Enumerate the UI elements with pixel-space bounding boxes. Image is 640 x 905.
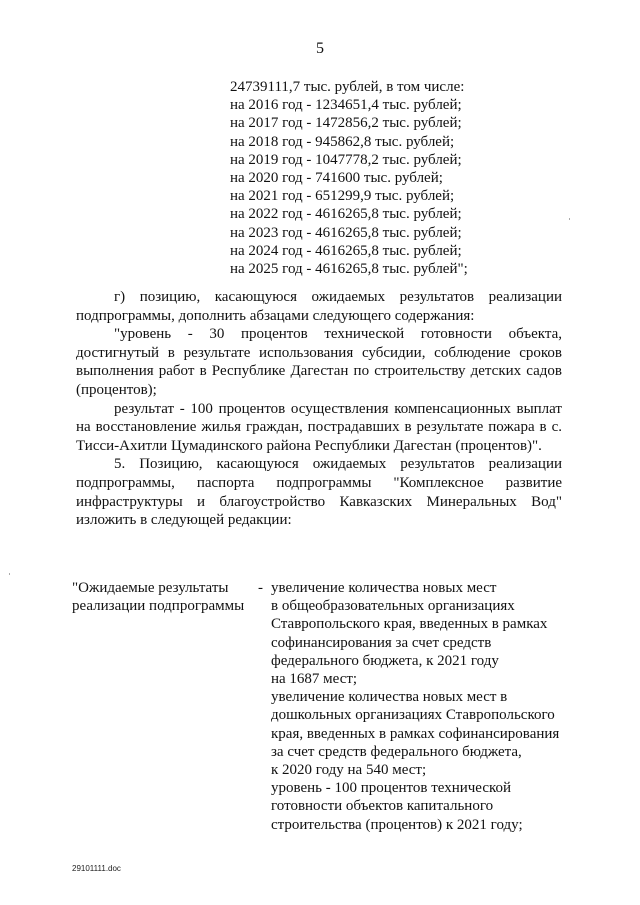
passport-value-line: готовности объектов капитального	[271, 798, 494, 815]
passport-value-line: к 2020 году на 540 мест;	[271, 762, 427, 779]
page-number: 5	[316, 40, 324, 57]
footer-filename: 29101111.doc	[72, 864, 121, 873]
paragraph: результат - 100 процентов осуществления компенсационных выплат на восстановление жилья граждан, пострадавших в результате пожара в с. Тисси-Ахитли Цумадинского района Республики Дагестан (процентов)".	[76, 400, 562, 454]
funding-line: на 2024 год - 4616265,8 тыс. рублей;	[230, 242, 462, 259]
funding-line: 24739111,7 тыс. рублей, в том числе:	[230, 79, 465, 95]
scan-speck	[569, 218, 570, 220]
funding-line: на 2019 год - 1047778,2 тыс. рублей;	[230, 151, 462, 168]
passport-dash: -	[258, 580, 263, 596]
passport-value-line: увеличение количества новых мест	[271, 580, 497, 596]
passport-value-line: уровень - 100 процентов технической	[271, 780, 512, 797]
paragraph: г) позицию, касающуюся ожидаемых результатов реализации подпрограммы, дополнить абзацами следующего содержания:	[76, 289, 562, 324]
passport-label	[72, 579, 254, 615]
funding-list	[230, 78, 468, 278]
funding-line: на 2021 год - 651299,9 тыс. рублей;	[230, 188, 455, 205]
funding-line: на 2023 год - 4616265,8 тыс. рублей;	[230, 224, 462, 241]
passport-value-line: дошкольных организациях Ставропольского	[271, 707, 555, 724]
passport-value-line: увеличение количества новых мест в	[271, 689, 508, 706]
passport-value-line: за счет средств федерального бюджета,	[271, 743, 522, 760]
funding-line: на 2022 год - 4616265,8 тыс. рублей;	[230, 206, 462, 223]
passport-value-line: Ставропольского края, введенных в рамках	[271, 616, 548, 633]
paragraph: 5. Позицию, касающуюся ожидаемых результатов реализации подпрограммы, паспорта подпрограммы "Комплексное развитие инфраструктуры и благоустройство Кавказских Минеральных Вод" изложить в следующей редакции:	[76, 456, 562, 529]
funding-line: на 2017 год - 1472856,2 тыс. рублей;	[230, 115, 462, 132]
passport-label-line: реализации подпрограммы	[72, 598, 245, 615]
funding-line: на 2018 год - 945862,8 тыс. рублей;	[230, 133, 455, 150]
funding-line: на 2020 год - 741600 тыс. рублей;	[230, 170, 443, 187]
passport-value-line: софинансирования за счет средств	[271, 634, 492, 651]
paragraph: "уровень - 30 процентов технической готовности объекта, достигнутый в результате использования субсидии, соблюдение сроков выполнения работ в Республике Дагестан по строительству детских садов (процентов);	[76, 326, 562, 398]
passport-value-line: федерального бюджета, к 2021 году	[271, 652, 499, 669]
body-text	[76, 288, 562, 530]
passport-value	[271, 579, 571, 834]
funding-line: на 2025 год - 4616265,8 тыс. рублей";	[230, 261, 468, 278]
passport-value-line: на 1687 мест;	[271, 671, 358, 688]
passport-value-line: края, введенных в рамках софинансирования	[271, 725, 560, 742]
scan-speck	[9, 573, 10, 575]
funding-line: на 2016 год - 1234651,4 тыс. рублей;	[230, 97, 462, 114]
passport-label-line: "Ожидаемые результаты	[72, 580, 229, 596]
passport-value-line: строительства (процентов) к 2021 году;	[271, 816, 523, 833]
passport-value-line: в общеобразовательных организациях	[271, 598, 515, 615]
